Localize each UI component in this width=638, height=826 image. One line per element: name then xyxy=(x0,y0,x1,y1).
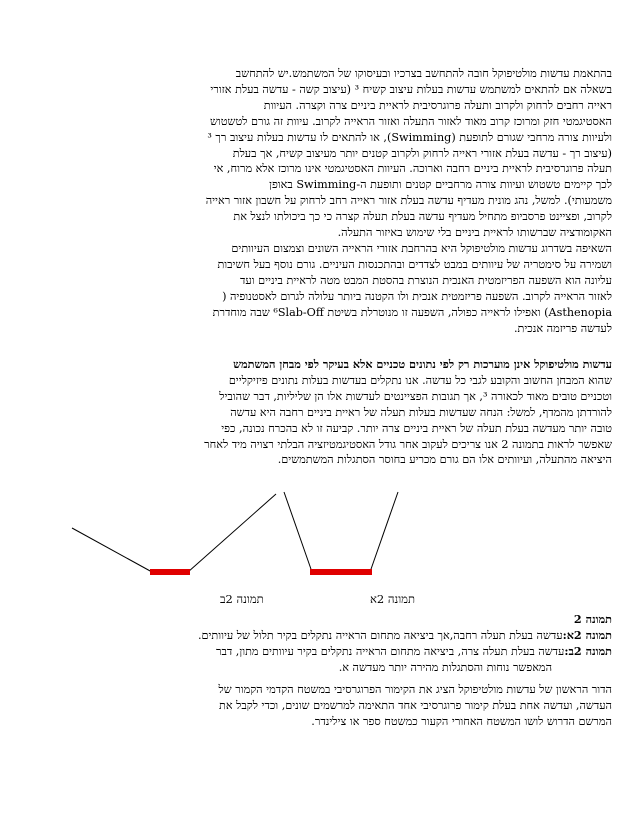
text-line: לאזור הראייה לקרוב. השפעה פריזמטית אנכית ולו הקטנה ביותר עלולה לגרום לאסטנופיה ( xyxy=(222,289,612,303)
text-line: ושמירה על סימטריה של עיוותים במבט לצדדים ובהתכנסות העיניים. גורם נוסף בעל חשיבות xyxy=(217,257,612,271)
figure-2-diagrams xyxy=(70,490,612,610)
text-line: בהתאמת עדשות מולטיפוקל חובה להתחשב בצרכיו ובעיסוקו של המשתמש.יש להתחשב xyxy=(235,67,612,80)
caption-2a-label: תמונה 2א: xyxy=(562,628,612,642)
figure-caption-2b xyxy=(70,644,612,660)
text-line: האסטיגמטי חזק ומרוכז קרוב מאוד לאזור התעלה ואזור הראייה לקרוב. עיוות זה גורם לטשטוש xyxy=(210,114,612,128)
text-line: היציאה מהתעלה, ועיוותים אלו הם גורם מכריע בחוסר הסתגלות המשתמשים. xyxy=(277,453,612,467)
text-line: השאיפה בשדרוג עדשות מולטיפוקל היא בהרחבת אזורי הראייה השונים וצמצום העיוותים xyxy=(231,241,612,255)
text-line: המרשם הדרוש לושו המשטח האחורי הקעור כמשטח ספר או צילינדר. xyxy=(311,714,612,728)
text-line: האקומודציה שברשותו לראיית ביניים בלי שימוש באיזור התעלה. xyxy=(337,226,612,240)
text-line: משמעותי). למשל, נהג מונית מעדיף עדשה בעלת אזור ראייה רחב לרחוק על חשבון אזור ראייה xyxy=(205,194,612,208)
figure-caption-2a xyxy=(70,628,612,644)
figure-2b-right-wall xyxy=(188,494,276,572)
text-line: וטכניים טובים מאוד לכאורה ³, אך תגובות הפציינטים לעדשות אלו הן שליליות, דבר שהוביל xyxy=(219,389,612,403)
figure-2b-label: תמונה 2ב xyxy=(220,592,264,606)
text-line: הדור הראשון של עדשות מולטיפוקל הציג את הקימור הפרוגרסיבי במשטח הקדמי הקמור של xyxy=(218,683,612,696)
text-line: לכך קיימים טשטוש ועיוות צורה מרחביים קטנים ותופעת ה-Swimming באופן xyxy=(269,178,612,192)
caption-2b-text: עדשה בעלת תעלה צרה, ביציאה מתחום הראייה נתקלים בקיר עיוותים מתון, דבר xyxy=(215,645,565,658)
text-line: לעדשה פריזמה אנכית. xyxy=(513,321,612,335)
figure-2a-right-wall xyxy=(370,492,398,572)
figure-caption-2b-continued: המאפשר נוחות והסתגלות מהירה יותר מעדשה א. xyxy=(338,661,552,674)
text-line: לקרוב, ופציינט פרסביופ מתחיל מעדיף עדשה בעלת תעלה קצרה כי כך ביכולתו לנצל את xyxy=(233,210,612,224)
text-line: ראייה רחבים לרחוק ולקרוב ותעלה פרוגרסיבית לראיית ביניים צרה וקצרה. העיוות xyxy=(263,98,612,112)
text-line: העדשה, ועדשה אחת בעלת קימור פרוגרסיבי אחד התאימה למרשמים שונים, וכדי לקבל את xyxy=(219,698,612,712)
paragraph-multifocal-design xyxy=(70,66,612,336)
figure-2a-diagram xyxy=(284,492,398,575)
caption-2b-label: תמונה 2ב: xyxy=(564,644,612,658)
text-line: להורדתן מהמדף, למשל: הנחה שעדשות בעלות תעלה של ראיית ביניים רחבה היא עדשה xyxy=(230,405,612,419)
caption-2a-text: עדשה בעלת תעלה רחבה,אך ביציאה מתחום הראייה נתקלים בקיר תלול של עיוותים. xyxy=(197,629,563,642)
paragraph-first-generation xyxy=(70,682,612,730)
figure-caption-title: תמונה 2 xyxy=(573,612,612,626)
text-line: טובה יותר מעדשה בעלת תעלה של ראיית ביניים צרה יותר. קביעה זו לא בהכרח נכונה, כפי xyxy=(221,421,612,435)
figure-2a-left-wall xyxy=(284,492,312,572)
figure-2b-channel-bar xyxy=(150,569,190,575)
text-line: Asthenopia) ואפילו לראייה כפולה, השפעה זו מנוטרלת בשיטת ⁶Slab-Off שבה מוחדרת xyxy=(212,305,612,319)
text-line: עליונה הוא השפעה הפריזמטית האנכית הנוצרת בהסטת המבט מטה לראיית ביניים ועד xyxy=(240,273,612,287)
figure-2 xyxy=(70,490,612,610)
figure-2a-label: תמונה 2א xyxy=(370,592,416,606)
text-line: תעלה פרוגרסיבית לראיית ביניים רחבה וארוכה. העיוות האסטיגמטי אינו מרוכז אלא מרוח, אי xyxy=(213,162,612,176)
paragraph-user-test xyxy=(70,357,612,468)
text-line: בשאלה אם להתאים למשתמש עדשות בעלות עיצוב קשיח ³ (עיצוב קשה - עדשה בעלת אזורי xyxy=(210,82,612,96)
figure-2b-left-wall xyxy=(72,528,152,572)
text-line-bold: עדשות מולטיפוקל אינן מוערכות רק לפי נתונים טכניים אלא בעיקר לפי מבחן המשתמש xyxy=(233,357,612,371)
text-line: שאפשר לראות בתמונה 2 אנו צריכים לעקוב אחר גודל האסטיגמטיזציה הבלתי רצויה מיד לאחר xyxy=(204,437,612,451)
text-line: (עיצוב רך - עדשה בעלת אזורי ראייה לרחוק ולקרוב קטנים יותר מעיצוב קשיח, אך בעלת xyxy=(232,146,612,160)
figure-2b-diagram xyxy=(72,494,276,575)
text-line: שהוא המבחן החשוב והקובע לגבי כל עדשה. אנו נתקלים בעדשות בעלות נתונים פיזיקליים xyxy=(228,373,612,387)
figure-2a-channel-bar xyxy=(310,569,372,575)
text-line: ולעיוות צורה מרחבי שגורם לתופעת (Swimming), או להתאים לו עדשות בעלות עיצוב רך ³ xyxy=(207,130,612,144)
